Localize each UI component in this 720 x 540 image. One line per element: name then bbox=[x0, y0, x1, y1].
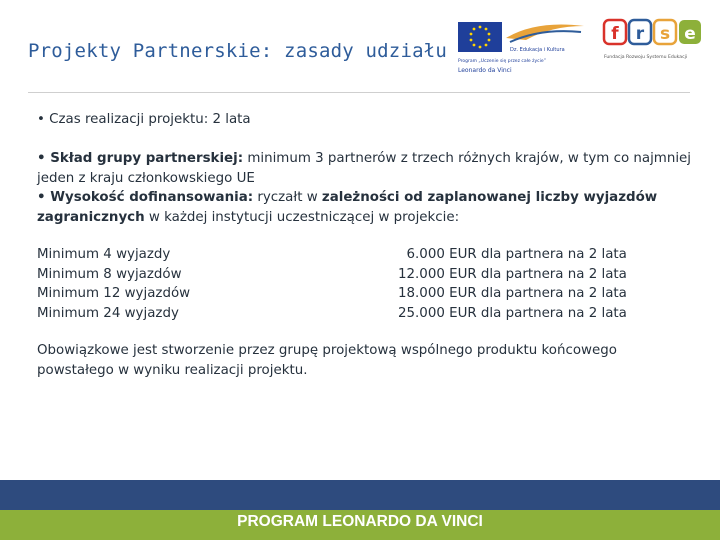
frse-caption: Fundacja Rozwoju Systemu Edukacji bbox=[604, 55, 688, 60]
frse-letter-r: r bbox=[635, 24, 645, 44]
funding-row-minimum: Minimum 24 wyjazdy bbox=[37, 305, 179, 321]
bullet-partnership-label: • Skład grupy partnerskiej: bbox=[37, 151, 244, 166]
funding-row-amount: 25.000 EUR dla partnera na 2 lata bbox=[398, 305, 627, 321]
funding-table-left bbox=[37, 245, 190, 323]
funding-row-amount: 6.000 EUR dla partnera na 2 lata bbox=[406, 247, 627, 262]
funding-table-right bbox=[398, 245, 627, 323]
frse-letter-f: f bbox=[611, 24, 619, 44]
title-divider bbox=[28, 92, 690, 93]
bullet-funding-bold: zależności od zaplanowanej liczby wyjazdów zagranicznych bbox=[37, 190, 658, 225]
bullet-funding-text2: w każdej instytucji uczestniczącej w projekcie: bbox=[144, 209, 460, 225]
eu-logo-line1: Dz. Edukacja i Kultura bbox=[510, 47, 565, 53]
frse-letter-e: e bbox=[684, 24, 696, 44]
funding-row-minimum: Minimum 8 wyjazdów bbox=[37, 266, 182, 282]
bullet-funding-label: • Wysokość dofinansowania: bbox=[37, 190, 254, 205]
bullet-funding-text1: ryczałt w bbox=[253, 190, 322, 205]
bullet-partnership bbox=[37, 149, 697, 227]
funding-row-amount: 18.000 EUR dla partnera na 2 lata bbox=[398, 286, 627, 301]
requirement-note: Obowiązkowe jest stworzenie przez grupę projektową wspólnego produktu końcowego powstałego w wyniku realizacji projektu. bbox=[37, 343, 617, 378]
eu-leonardo-logo bbox=[456, 18, 588, 78]
eu-logo-line3: Leonardo da Vinci bbox=[458, 67, 512, 74]
eu-logo-line2: Program „Uczenie się przez całe życie” bbox=[458, 59, 546, 64]
frse-letter-s: s bbox=[659, 24, 671, 44]
footer-band-blue bbox=[0, 480, 720, 510]
funding-row-minimum: Minimum 4 wyjazdy bbox=[37, 247, 171, 262]
bullet-duration: • Czas realizacji projektu: 2 lata bbox=[37, 112, 251, 127]
footer-program-name: PROGRAM LEONARDO DA VINCI bbox=[237, 513, 483, 530]
funding-row-minimum: Minimum 12 wyjazdów bbox=[37, 286, 191, 301]
bullet-partnership-text: minimum 3 partnerów z trzech różnych krajów, w tym co najmniej jeden z kraju członkowskiego UE bbox=[37, 151, 692, 186]
slide-title: Projekty Partnerskie: zasady udziału bbox=[28, 40, 448, 62]
funding-row-amount: 12.000 EUR dla partnera na 2 lata bbox=[398, 266, 627, 282]
frse-logo bbox=[602, 18, 706, 68]
